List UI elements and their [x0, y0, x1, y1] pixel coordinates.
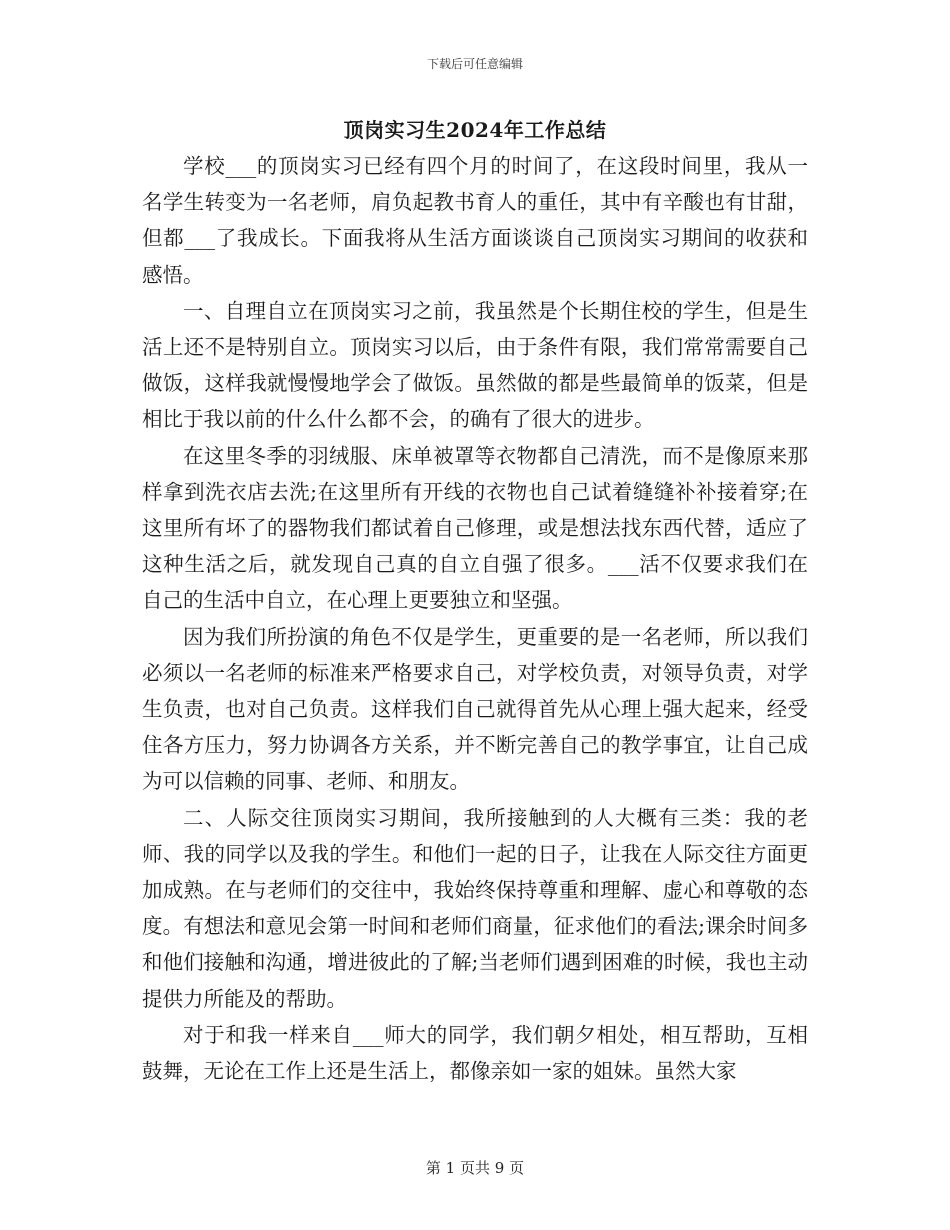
paragraph: 一、自理自立在顶岗实习之前，我虽然是个长期住校的学生，但是生活上还不是特别自立。顶岗实习以后，由于条件有限，我们常常需要自己做饭，这样我就慢慢地学会了做饭。虽然做的都是些最简单的饭菜，但是相比于我以前的什么什么都不会，的确有了很大的进步。 [142, 298, 808, 432]
document-body [142, 148, 808, 1089]
paragraph: 因为我们所扮演的角色不仅是学生，更重要的是一名老师，所以我们必须以一名老师的标准来严格要求自己，对学校负责，对领导负责，对学生负责，也对自己负责。这样我们自己就得首先从心理上强大起来，经受住各方压力，努力协调各方关系，并不断完善自己的教学事宜，让自己成为可以信赖的同事、老师、和朋友。 [142, 624, 808, 794]
page-number-footer: 第 1 页共 9 页 [425, 1159, 525, 1177]
document-title: 顶岗实习生2024年工作总结 [343, 118, 607, 142]
paragraph: 学校___的顶岗实习已经有四个月的时间了，在这段时间里，我从一名学生转变为一名老师，肩负起教书育人的重任，其中有辛酸也有甘甜，但都___了我成长。下面我将从生活方面谈谈自己顶岗实习期间的收获和感悟。 [142, 154, 808, 287]
paragraph: 在这里冬季的羽绒服、床单被罩等衣物都自己清洗，而不是像原来那样拿到洗衣店去洗;在这里所有开线的衣物也自己试着缝缝补补接着穿;在这里所有坏了的器物我们都试着自己修理，或是想法找东西代替，适应了这种生活之后，就发现自己真的自立自强了很多。___活不仅要求我们在自己的生活中自立，在心理上更要独立和坚强。 [142, 443, 808, 613]
paragraph: 对于和我一样来自___师大的同学，我们朝夕相处，相互帮助，互相鼓舞，无论在工作上还是生活上，都像亲如一家的姐妹。虽然大家 [142, 1022, 808, 1084]
paragraph: 二、人际交往顶岗实习期间，我所接触到的人大概有三类：我的老师、我的同学以及我的学生。和他们一起的日子，让我在人际交往方面更加成熟。在与老师们的交往中，我始终保持尊重和理解、虚心和尊敬的态度。有想法和意见会第一时间和老师们商量，征求他们的看法;课余时间多和他们接触和沟通，增进彼此的了解;当老师们遇到困难的时候，我也主动提供力所能及的帮助。 [142, 805, 808, 1011]
header-note: 下载后可任意编辑 [426, 57, 523, 71]
